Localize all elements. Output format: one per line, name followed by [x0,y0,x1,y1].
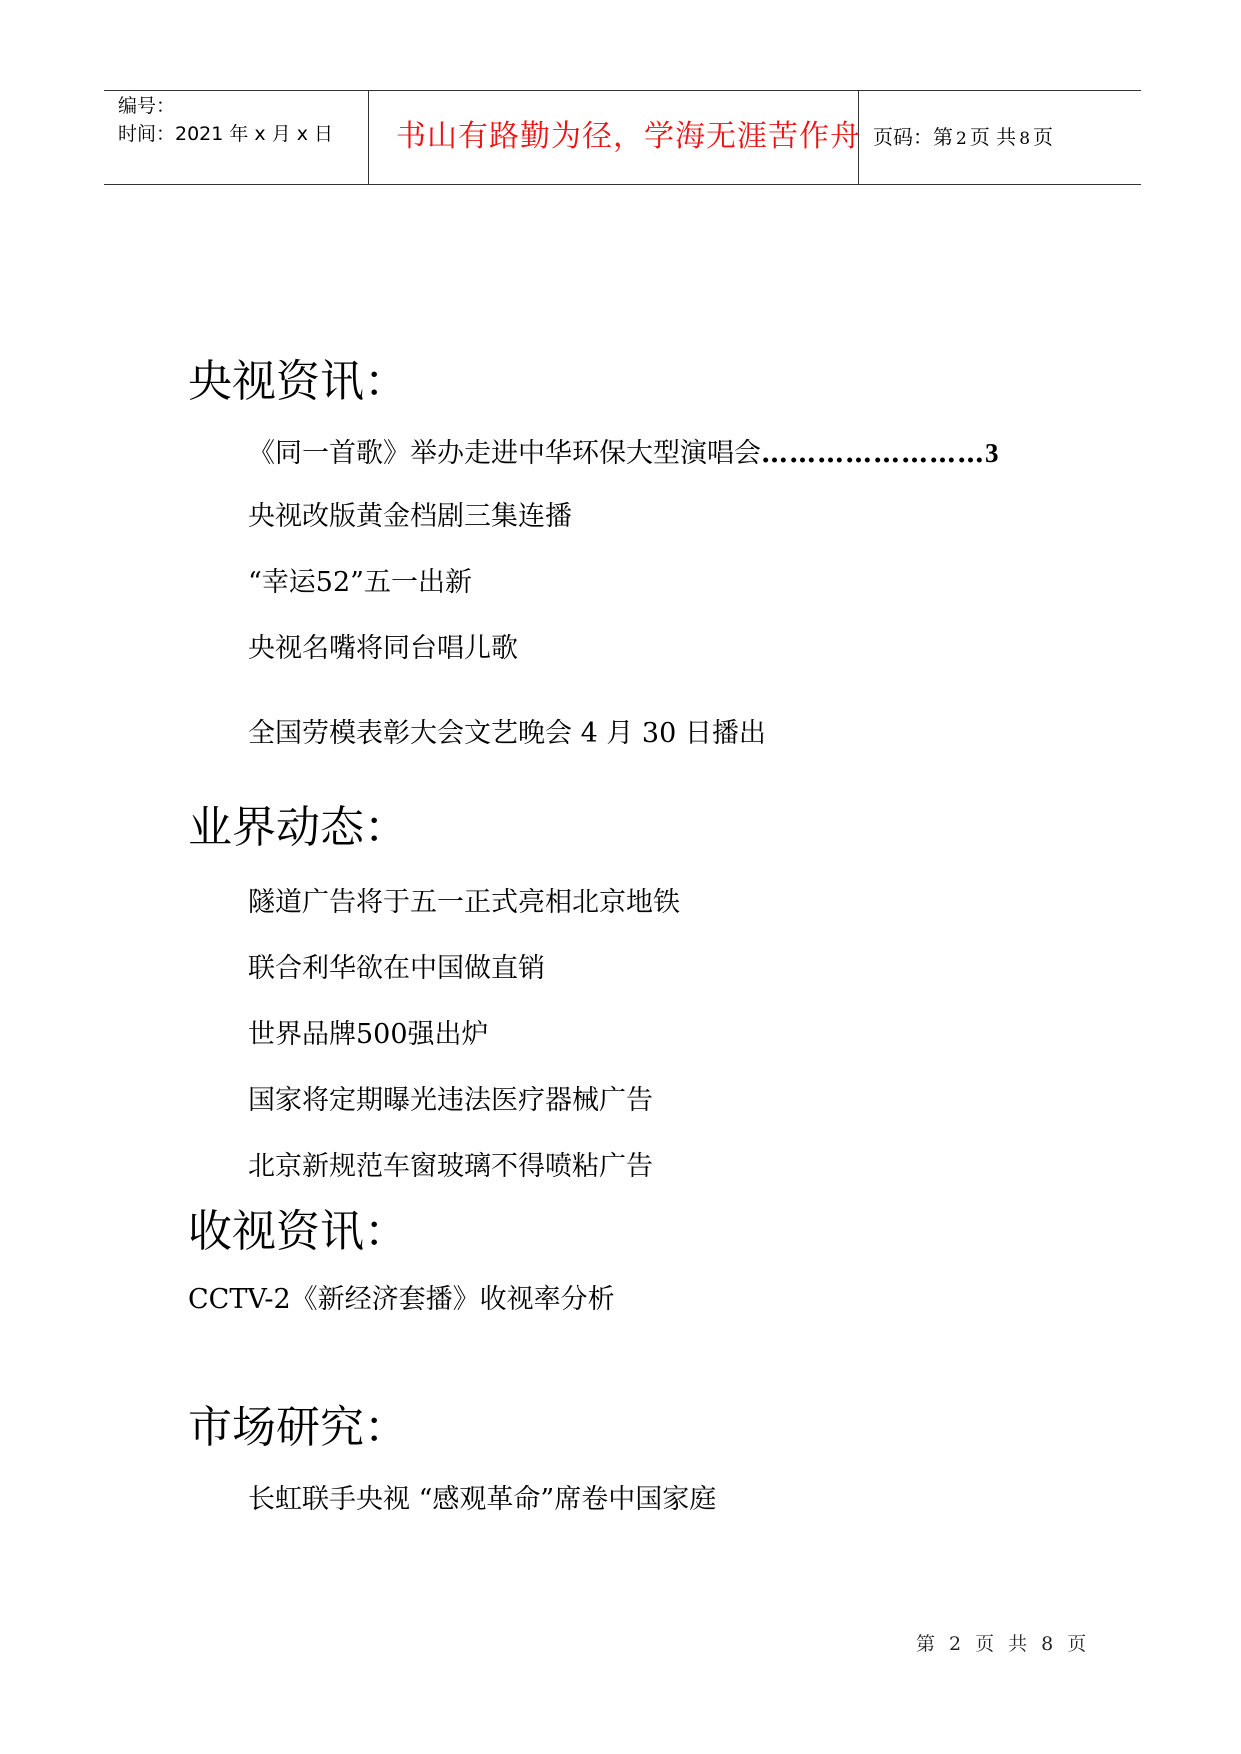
footer-p6: 页 [1067,1633,1087,1655]
toc-entry-text: 《同一首歌》举办走进中华环保大型演唱会 [248,438,761,469]
page-prefix: 页码：第 [873,125,953,149]
page-indicator [873,125,1053,151]
section-title-ratings: 收视资讯： [188,1206,408,1257]
section-title-cctv-news: 央视资讯： [188,356,408,407]
toc-entry[interactable]: 联合利华欲在中国做直销 [248,953,545,984]
toc-entry[interactable]: 世界品牌500强出炉 [248,1019,489,1050]
header-meta-cell [104,91,369,184]
page-mid: 页 共 [969,125,1017,149]
number-label: 编号： [118,95,176,117]
page-suffix: 页 [1033,125,1054,149]
toc-entry[interactable]: 全国劳模表彰大会文艺晚会 4 月 30 日播出 [248,718,766,749]
header-page-cell [859,91,1141,184]
footer-p1: 第 [916,1633,936,1655]
section-title-industry: 业界动态： [188,802,408,853]
toc-entry[interactable]: 央视名嘴将同台唱儿歌 [248,633,518,664]
toc-entry[interactable]: 国家将定期曝光违法医疗器械广告 [248,1085,653,1116]
footer-p2: 2 [949,1633,962,1655]
toc-entry[interactable] [248,436,999,471]
header-motto-cell [369,91,859,184]
page-footer [916,1632,1100,1656]
toc-entry[interactable]: “幸运52”五一出新 [248,567,472,598]
page-total: 8 [1019,129,1031,149]
page-header [104,90,1141,185]
page-current: 2 [956,129,967,149]
footer-p3: 页 [975,1633,995,1655]
footer-p5: 8 [1041,1633,1054,1655]
toc-entry[interactable]: 北京新规范车窗玻璃不得喷粘广告 [248,1151,653,1182]
toc-leader: …………………… [761,438,985,469]
time-label: 时间：2021 年 x 月 x 日 [118,123,334,145]
toc-entry[interactable]: CCTV-2《新经济套播》收视率分析 [188,1284,615,1315]
footer-p4: 共 [1008,1633,1028,1655]
toc-entry[interactable]: 长虹联手央视 “感观革命”席卷中国家庭 [248,1484,717,1515]
toc-entry[interactable]: 央视改版黄金档剧三集连播 [248,501,572,532]
toc-entry[interactable]: 隧道广告将于五一正式亮相北京地铁 [248,887,680,918]
section-title-market-research: 市场研究： [188,1402,408,1453]
toc-page-number: 3 [985,438,999,468]
motto-text: 书山有路勤为径，学海无涯苦作舟 [396,119,861,154]
